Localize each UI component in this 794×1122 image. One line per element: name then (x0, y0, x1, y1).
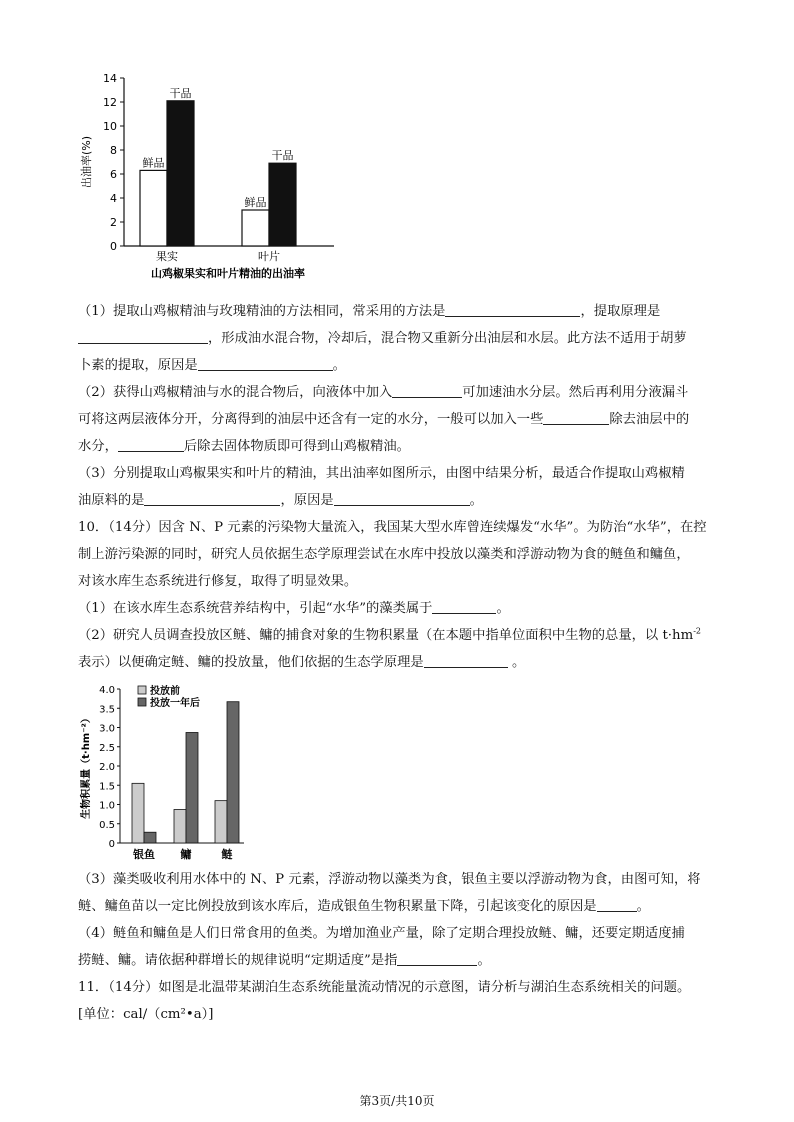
answer-blank[interactable] (543, 409, 609, 425)
q10-2sup: -2 (693, 626, 701, 636)
y-tick-label: 14 (103, 72, 117, 85)
q10-4c: 。 (477, 953, 491, 968)
q10-1b: 。 (496, 601, 510, 616)
q9-1e: 。 (332, 358, 346, 373)
bar-鲜品 (242, 210, 269, 246)
bar-投放一年后 (144, 832, 156, 843)
q10-1a: （1）在该水库生态系统营养结构中，引起“水华”的藻类属于 (78, 601, 433, 616)
y-tick-label: 6 (110, 168, 117, 181)
q9-2a: （2）获得山鸡椒精油与水的混合物后，向液体中加入 (78, 385, 393, 400)
q10-4a: （4）鲢鱼和鳙鱼是人们日常食用的鱼类。为增加渔业产量，除了定期合理投放鲢、鳙，还要定期适度捕 (78, 926, 685, 941)
bar-投放一年后 (186, 733, 198, 843)
q9-2c: 可将这两层液体分开，分离得到的油层中还含有一定的水分，一般可以加入一些 (78, 412, 544, 427)
q10c: 对该水库生态系统进行修复，取得了明显效果。 (78, 574, 358, 589)
q10-2c: 。 (507, 655, 526, 670)
q9-2b: 可加速油水分层。然后再利用分液漏斗 (462, 385, 689, 400)
q9-1b: ，提取原理是 (580, 304, 661, 319)
y-tick-label: 0 (110, 240, 117, 253)
q10-2b: 表示）以便确定鲢、鳙的投放量，他们依据的生态学原理是 (78, 655, 424, 670)
legend-label: 投放一年后 (150, 698, 200, 709)
bar-投放前 (132, 783, 144, 843)
answer-blank[interactable] (397, 950, 477, 966)
y-tick-label: 8 (110, 144, 117, 157)
answer-blank[interactable] (144, 490, 280, 506)
q9-1c: ，形成油水混合物，冷却后，混合物又重新分出油层和水层。此方法不适用于胡萝 (208, 331, 687, 346)
q9-1a: （1）提取山鸡椒精油与玫瑰精油的方法相同，常采用的方法是 (78, 304, 446, 319)
y-tick-label: 10 (103, 120, 117, 133)
y-axis-label: 生物积累量（t·hm⁻²） (81, 713, 92, 819)
q10-3a: （3）藻类吸收利用水体中的 N、P 元素，浮游动物以藻类为食，银鱼主要以浮游动物为食，由图可知，将 (78, 872, 701, 887)
y-tick-label: 0.5 (99, 819, 115, 831)
y-tick-label: 12 (103, 96, 117, 109)
x-tick-label: 银鱼 (133, 848, 155, 861)
q10-3b: 鲢、鳙鱼苗以一定比例投放到该水库后，造成银鱼生物积累量下降，引起该变化的原因是 (78, 899, 597, 914)
q10-3c: 。 (636, 899, 650, 914)
q10-2a: （2）研究人员调查投放区鲢、鳙的捕食对象的生物积累量（在本题中指单位面积中生物的总量，以 t·hm (78, 628, 694, 643)
y-tick-label: 0 (108, 839, 115, 850)
bar-label: 鲜品 (142, 156, 165, 170)
q11b: [单位：cal/（cm²•a）] (78, 1007, 214, 1022)
x-tick-label: 叶片 (258, 250, 280, 263)
answer-blank[interactable] (334, 490, 470, 506)
q10a: 10．（14分）因含 N、P 元素的污染物大量流入，我国某大型水库曾连续爆发“水华”。为防治“水华”，在控 (78, 520, 707, 535)
answer-blank[interactable] (445, 301, 580, 317)
bar-label: 鲜品 (244, 196, 267, 209)
q10-4b: 捞鲢、鳙。请依据种群增长的规律说明“定期适度”是指 (78, 953, 398, 968)
answer-blank[interactable] (432, 598, 496, 614)
question-9-text (78, 298, 726, 676)
answer-blank[interactable] (424, 652, 508, 668)
answer-blank[interactable] (198, 355, 333, 371)
bar-投放前 (174, 810, 186, 843)
bar-干品 (269, 163, 296, 246)
q9-2d: 除去油层中的 (609, 412, 690, 427)
bar-label: 干品 (271, 149, 294, 163)
y-tick-label: 4 (110, 192, 117, 205)
q9-3b: 油原料的是 (78, 493, 145, 508)
q9-2f: 后除去固体物质即可得到山鸡椒精油。 (183, 439, 410, 454)
legend-swatch (138, 698, 146, 706)
legend-swatch (138, 686, 146, 694)
answer-blank[interactable] (118, 436, 184, 452)
answer-blank[interactable] (78, 328, 208, 344)
answer-blank[interactable] (392, 382, 462, 398)
q9-1d: 卜素的提取，原因是 (78, 358, 198, 373)
y-tick-label: 2.0 (99, 762, 115, 773)
bar-鲜品 (140, 170, 167, 246)
q9-2e: 水分， (78, 439, 118, 454)
bar-label: 干品 (169, 86, 192, 100)
y-tick-label: 1.5 (99, 781, 115, 793)
q11a: 11．（14分）如图是北温带某湖泊生态系统能量流动情况的示意图，请分析与湖泊生态系统相关的问题。 (78, 980, 691, 995)
q9-3c: ，原因是 (280, 493, 334, 508)
y-tick-label: 3.0 (99, 723, 115, 735)
q9-3d: 。 (469, 493, 483, 508)
bar-投放前 (215, 801, 227, 843)
y-tick-label: 4.0 (99, 685, 115, 696)
y-tick-label: 2.5 (99, 742, 115, 754)
biomass-chart (76, 682, 276, 862)
question-10-11-text (78, 866, 726, 1028)
x-tick-label: 鳙 (180, 848, 192, 861)
bar-投放一年后 (227, 702, 239, 843)
q9-3a: （3）分别提取山鸡椒果实和叶片的精油，其出油率如图所示，由图中结果分析，最适合作提取山鸡椒精 (78, 466, 685, 481)
y-tick-label: 3.5 (99, 704, 115, 716)
y-tick-label: 2 (110, 216, 117, 229)
y-tick-label: 1.0 (99, 800, 115, 812)
y-axis-label: 出油率(%) (80, 135, 93, 189)
legend-label: 投放前 (150, 686, 180, 697)
page-footer: 第3页/共10页 (359, 1094, 435, 1108)
oil-yield-chart (70, 68, 340, 284)
x-tick-label: 鲢 (221, 848, 233, 861)
q10b: 制上游污染源的同时，研究人员依据生态学原理尝试在水库中投放以藻类和浮游动物为食的鲢鱼和鳙鱼， (78, 547, 690, 562)
x-tick-label: 果实 (156, 250, 178, 263)
bar-干品 (167, 101, 194, 246)
chart-title: 山鸡椒果实和叶片精油的出油率 (151, 267, 305, 280)
answer-blank[interactable] (597, 896, 637, 912)
